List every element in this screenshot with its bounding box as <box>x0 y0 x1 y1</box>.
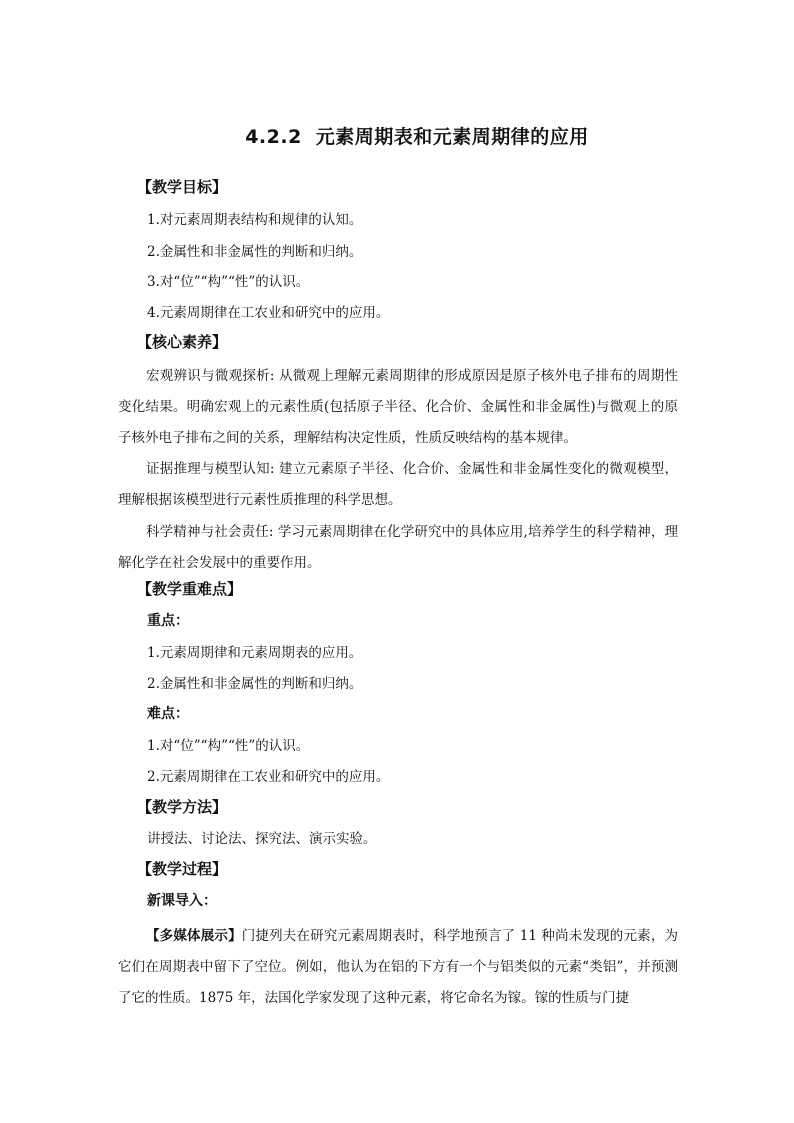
difficult-item-1: 1.对“位”“构”“性”的认识。 <box>147 738 310 754</box>
methods-text: 讲授法、讨论法、探究法、演示实验。 <box>147 831 377 847</box>
media-paragraph <box>118 921 678 1014</box>
heading-methods: 【教学方法】 <box>137 798 228 816</box>
literacy-paragraph-3: 科学精神与社会责任: 学习元素周期律在化学研究中的具体应用,培养学生的科学精神，理解化学在社会发展中的重要作用。 <box>118 524 678 571</box>
difficult-item-2: 2.元素周期律在工农业和研究中的应用。 <box>147 769 390 785</box>
goal-item-3: 3.对“位”“构”“性”的认识。 <box>147 274 310 290</box>
intro-label: 新课导入： <box>147 893 217 909</box>
section-number: 4.2.2 <box>245 126 302 148</box>
media-tag: 【多媒体展示】 <box>146 928 242 944</box>
difficult-label: 难点： <box>147 706 189 722</box>
heading-process: 【教学过程】 <box>137 860 228 878</box>
goal-item-1: 1.对元素周期表结构和规律的认知。 <box>147 212 363 228</box>
literacy-paragraph-1: 宏观辨识与微观探析: 从微观上理解元素周期律的形成原因是原子核外电子排布的周期性变化结果。明确宏观上的元素性质(包括原子半径、化合价、金属性和非金属性)与微观上的原子核外电子排布之间的关系，理解结构决定性质，性质反映结构的基本规律。 <box>118 368 678 446</box>
key-label: 重点： <box>147 613 189 629</box>
goal-item-4: 4.元素周期律在工农业和研究中的应用。 <box>147 305 390 321</box>
title-text: 元素周期表和元素周期律的应用 <box>315 126 589 148</box>
literacy-paragraph-2: 证据推理与模型认知: 建立元素原子半径、化合价、金属性和非金属性变化的微观模型，理解根据该模型进行元素性质推理的科学思想。 <box>118 461 678 508</box>
key-item-2: 2.金属性和非金属性的判断和归纳。 <box>147 676 363 692</box>
page-title <box>0 122 794 149</box>
heading-literacy: 【核心素养】 <box>137 333 228 351</box>
goal-item-2: 2.金属性和非金属性的判断和归纳。 <box>147 244 363 260</box>
key-item-1: 1.元素周期律和元素周期表的应用。 <box>147 645 363 661</box>
heading-goals: 【教学目标】 <box>137 178 228 196</box>
media-text: 门捷列夫在研究元素周期表时，科学地预言了 11 种尚未发现的元素，为它们在周期表中留下了空位。例如，他认为在铝的下方有一个与铝类似的元素“类铝”，并预测了它的性质。1875 年，法国化学家发现了这种元素，将它命名为镓。镓的性质与门捷 <box>118 928 679 1006</box>
heading-keypoints: 【教学重难点】 <box>137 580 243 598</box>
